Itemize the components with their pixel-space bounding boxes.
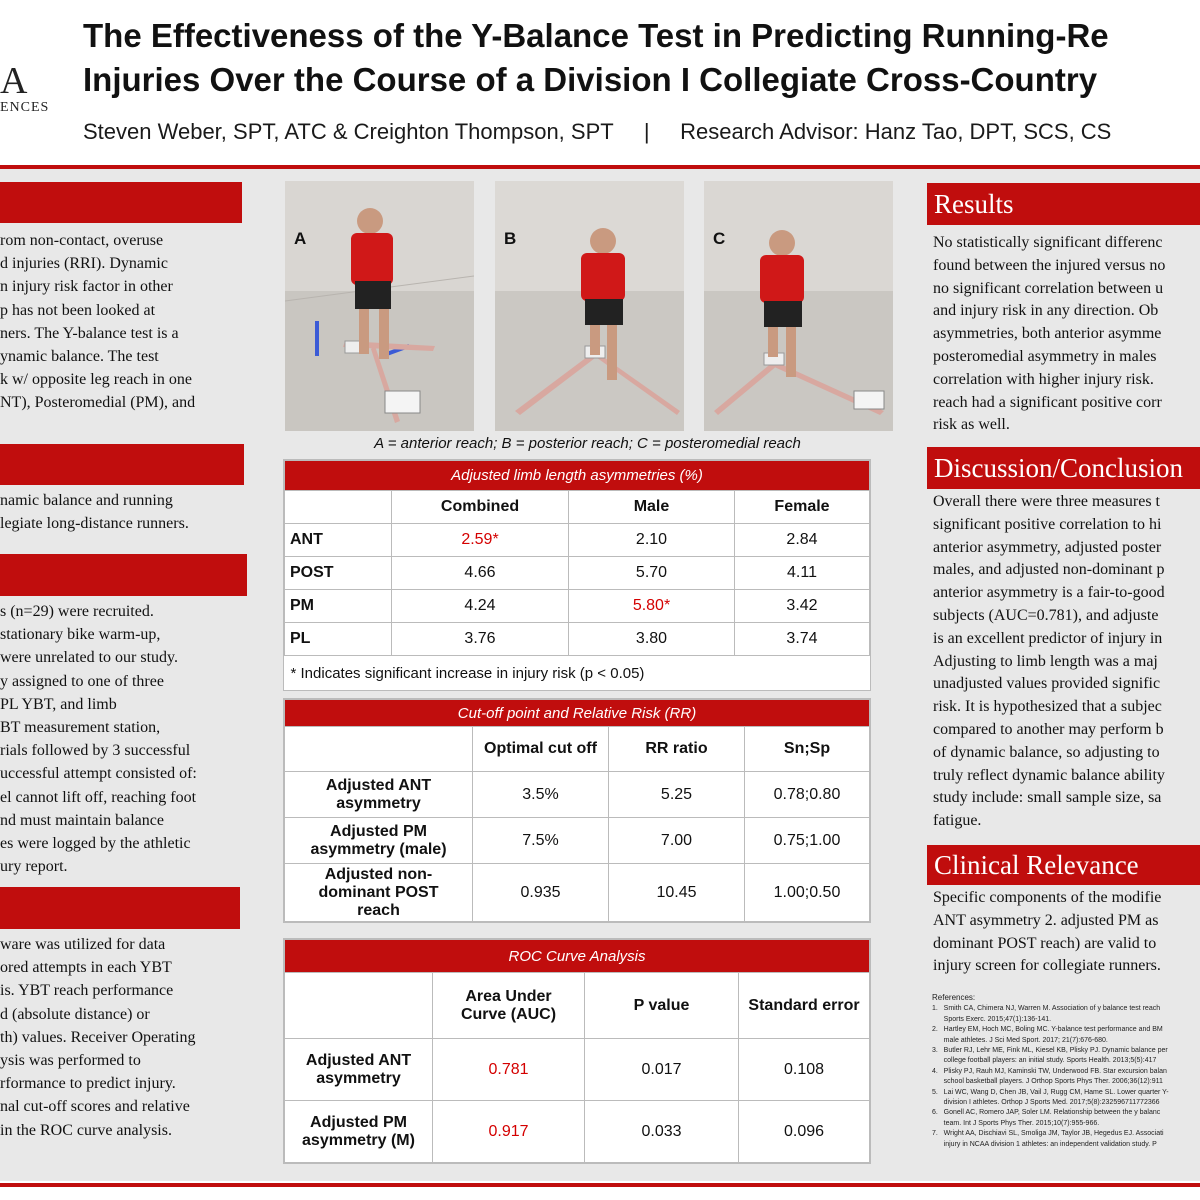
row-label: POST — [285, 557, 392, 590]
text-line: nd must maintain balance — [0, 811, 164, 829]
text-line: injury screen for collegiate runners. — [933, 957, 1161, 975]
row-label: Adjusted ANT asymmetry — [285, 772, 473, 818]
text-line: compared to another may perform b — [933, 720, 1164, 738]
text-line: team. Int J Sports Phys Ther. 2015;10(7):955-966. — [932, 1119, 1100, 1127]
table-cell: 3.80 — [569, 623, 735, 656]
cutoff-table-caption: Cut-off point and Relative Risk (RR) — [285, 700, 870, 727]
purpose-text — [0, 489, 189, 535]
table-cell: 1.00;0.50 — [745, 864, 870, 922]
text-line: asymmetries, both anterior asymme — [933, 325, 1162, 343]
table-cell: 5.25 — [609, 772, 745, 818]
text-line: el cannot lift off, reaching foot — [0, 788, 197, 806]
poster-title — [83, 14, 1109, 102]
text-line: d (absolute distance) or — [0, 1005, 150, 1023]
text-line: anterior asymmetry is a fair-to-good — [933, 584, 1165, 602]
discussion-text — [933, 491, 1165, 833]
discussion-header: Discussion/Conclusion — [927, 447, 1200, 489]
table-cell: 4.11 — [735, 557, 870, 590]
text-line: Sports Exerc. 2015;47(1):136-141. — [932, 1015, 1052, 1023]
table-cell: 7.5% — [473, 818, 609, 864]
text-line: rom non-contact, overuse — [0, 232, 164, 249]
row-label: PL — [285, 623, 392, 656]
table-row — [285, 590, 870, 623]
table-row — [285, 557, 870, 590]
text-line: es were logged by the athletic — [0, 835, 191, 853]
table-header-cell — [285, 727, 473, 772]
text-line: posteromedial asymmetry in males — [933, 347, 1157, 365]
text-line: correlation with higher injury risk. — [933, 370, 1154, 388]
methods-header — [0, 554, 247, 596]
references-list — [932, 1004, 1169, 1150]
table-cell: 4.24 — [392, 590, 569, 623]
text-line: anterior asymmetry, adjusted poster — [933, 538, 1162, 556]
row-label: PM — [285, 590, 392, 623]
text-line: s (n=29) were recruited. — [0, 603, 154, 620]
table-cell: 0.917 — [433, 1101, 585, 1163]
text-line: were unrelated to our study. — [0, 649, 179, 667]
table-cell: 2.59* — [392, 524, 569, 557]
table-cell: 0.75;1.00 — [745, 818, 870, 864]
roc-table-caption: ROC Curve Analysis — [285, 940, 870, 973]
text-line: k w/ opposite leg reach in one — [0, 371, 192, 389]
text-line: Specific components of the modifie — [933, 889, 1162, 906]
text-line: ANT asymmetry 2. adjusted PM as — [933, 911, 1159, 929]
intro-text — [0, 229, 195, 415]
title-line-2: Injuries Over the Course of a Division I Collegiate Cross-Country — [83, 61, 1098, 98]
table-header-cell: RR ratio — [609, 727, 745, 772]
text-line: 4. Plisky PJ, Rauh MJ, Kaminski TW, Underwood FB. Star excursion balan — [932, 1067, 1167, 1075]
text-line: th) values. Receiver Operating — [0, 1028, 196, 1046]
roc-table — [283, 938, 871, 1164]
table-row — [285, 524, 870, 557]
photo-label-b: B — [504, 229, 517, 248]
table-header-cell: Sn;Sp — [745, 727, 870, 772]
table-cell: 0.096 — [739, 1101, 870, 1163]
text-line: rformance to predict injury. — [0, 1075, 176, 1093]
intro-header — [0, 182, 242, 223]
bottom-accent-bar — [0, 1183, 1200, 1187]
text-line: no significant correlation between u — [933, 279, 1164, 297]
text-line: unadjusted values provided signific — [933, 675, 1161, 693]
table-cell: 7.00 — [609, 818, 745, 864]
table-cell: 3.74 — [735, 623, 870, 656]
text-line: is. YBT reach performance — [0, 982, 174, 1000]
text-line: male athletes. J Sci Med Sport. 2017; 21(7):676-680. — [932, 1036, 1108, 1044]
table-cell: 5.70 — [569, 557, 735, 590]
photo-posteromedial-reach — [704, 181, 893, 431]
table-row — [285, 818, 870, 864]
table-cell: 3.76 — [392, 623, 569, 656]
text-line: in the ROC curve analysis. — [0, 1121, 172, 1139]
table-cell: 0.781 — [433, 1039, 585, 1101]
logo-letter: A — [0, 60, 29, 102]
text-line: 5. Lai WC, Wang D, Chen JB, Vail J, Rugg CM, Hame SL. Lower quarter Y- — [932, 1088, 1169, 1096]
results-header: Results — [927, 183, 1200, 225]
clinical-relevance-header: Clinical Relevance — [927, 845, 1200, 885]
table-header-cell — [285, 491, 392, 524]
photo-posterior-reach — [495, 181, 684, 431]
row-label: Adjusted non-dominant POST reach — [285, 864, 473, 922]
text-line: of dynamic balance, so adjusting to — [933, 743, 1160, 761]
table-header-cell: Standard error — [739, 973, 870, 1039]
text-line: d injuries (RRI). Dynamic — [0, 255, 168, 273]
text-line: reach had a significant positive corr — [933, 393, 1162, 411]
text-line: ury report. — [0, 858, 68, 876]
text-line: Adjusting to limb length was a maj — [933, 652, 1158, 670]
table-row — [285, 1039, 870, 1101]
text-line: ynamic balance. The test — [0, 348, 159, 366]
text-line: ners. The Y-balance test is a — [0, 324, 179, 342]
text-line: ored attempts in each YBT — [0, 959, 172, 977]
text-line: Overall there were three measures t — [933, 493, 1160, 510]
text-line: BT measurement station, — [0, 719, 161, 737]
table-header-cell: Area Under Curve (AUC) — [433, 973, 585, 1039]
text-line: ware was utilized for data — [0, 936, 166, 953]
text-line: stationary bike warm-up, — [0, 626, 161, 644]
table-cell: 0.935 — [473, 864, 609, 922]
table-cell: 3.42 — [735, 590, 870, 623]
asymmetry-table — [283, 459, 871, 691]
text-line: males, and adjusted non-dominant p — [933, 561, 1165, 579]
text-line: PL YBT, and limb — [0, 695, 117, 713]
photo-label-c: C — [713, 229, 726, 248]
text-line: ysis was performed to — [0, 1052, 141, 1070]
table-cell: 2.84 — [735, 524, 870, 557]
table-header-cell: Optimal cut off — [473, 727, 609, 772]
poster-header — [0, 0, 1200, 163]
references — [932, 993, 1169, 1150]
table-cell: 0.78;0.80 — [745, 772, 870, 818]
table-footnote: * Indicates significant increase in injury risk (p < 0.05) — [290, 664, 645, 682]
text-line: uccessful attempt consisted of: — [0, 765, 197, 783]
row-label: Adjusted ANT asymmetry — [285, 1039, 433, 1101]
table-cell: 10.45 — [609, 864, 745, 922]
results-text — [933, 232, 1165, 437]
references-title: References: — [932, 993, 976, 1002]
photo-label-a: A — [294, 229, 307, 248]
text-line: fatigue. — [933, 812, 982, 830]
table-header-cell: Male — [569, 491, 735, 524]
text-line: truly reflect dynamic balance ability — [933, 766, 1165, 784]
text-line: school basketball players. J Orthop Sports Phys Ther. 2006;36(12):911 — [932, 1078, 1163, 1086]
text-line: y assigned to one of three — [0, 672, 164, 690]
analysis-header — [0, 887, 240, 929]
text-line: No statistically significant differenc — [933, 234, 1163, 251]
text-line: injury in NCAA division 1 athletes: an independent validation study. P — [932, 1140, 1157, 1148]
text-line: 1. Smith CA, Chimera NJ, Warren M. Association of y balance test reach — [932, 1005, 1161, 1013]
row-label: ANT — [285, 524, 392, 557]
text-line: division I athletes. Orthop J Sports Med. 2017;5(8):232596711772366 — [932, 1099, 1160, 1107]
text-line: subjects (AUC=0.781), and adjuste — [933, 606, 1159, 624]
methods-text — [0, 600, 197, 878]
text-line: 2. Hartley EM, Hoch MC, Boling MC. Y-balance test performance and BM — [932, 1026, 1163, 1034]
table-row — [285, 772, 870, 818]
text-line: is an excellent predictor of injury in — [933, 629, 1163, 647]
row-label: Adjusted PM asymmetry (male) — [285, 818, 473, 864]
table-row — [285, 623, 870, 656]
asymmetry-table-caption: Adjusted limb length asymmetries (%) — [285, 461, 870, 491]
table-header-cell — [285, 973, 433, 1039]
clinical-relevance-text — [933, 887, 1161, 978]
table-cell: 3.5% — [473, 772, 609, 818]
text-line: NT), Posteromedial (PM), and — [0, 394, 196, 412]
row-label: Adjusted PM asymmetry (M) — [285, 1101, 433, 1163]
text-line: significant positive correlation to hi — [933, 515, 1162, 533]
analysis-text — [0, 933, 195, 1142]
text-line: dominant POST reach) are valid to — [933, 934, 1157, 952]
text-line: college football players: an initial study. Sports Health. 2013;5(5):417 — [932, 1057, 1157, 1065]
text-line: legiate long-distance runners. — [0, 515, 189, 533]
logo-text: ENCES — [0, 100, 50, 115]
text-line: and injury risk in any direction. Ob — [933, 302, 1159, 320]
table-cell: 5.80* — [569, 590, 735, 623]
text-line: risk as well. — [933, 416, 1010, 434]
purpose-header — [0, 444, 244, 485]
table-cell: 0.108 — [739, 1039, 870, 1101]
table-header-cell: Combined — [392, 491, 569, 524]
text-line: rials followed by 3 successful — [0, 742, 191, 760]
table-header-cell: P value — [585, 973, 739, 1039]
text-line: nal cut-off scores and relative — [0, 1098, 190, 1116]
text-line: found between the injured versus no — [933, 256, 1166, 274]
text-line: n injury risk factor in other — [0, 278, 173, 296]
table-cell: 0.017 — [585, 1039, 739, 1101]
cutoff-table — [283, 698, 871, 923]
table-row — [285, 1101, 870, 1163]
text-line: p has not been looked at — [0, 301, 156, 319]
text-line: risk. It is hypothesized that a subjec — [933, 698, 1162, 716]
photo-caption: A = anterior reach; B = posterior reach; C = posteromedial reach — [374, 435, 801, 452]
text-line: 3. Butler RJ, Lehr ME, Fink ML, Kiesel KB, Plisky PJ. Dynamic balance per — [932, 1047, 1168, 1055]
text-line: namic balance and running — [0, 492, 173, 509]
table-cell: 4.66 — [392, 557, 569, 590]
table-cell: 2.10 — [569, 524, 735, 557]
table-header-cell: Female — [735, 491, 870, 524]
text-line: 7. Wright AA, Dischiavi SL, Smoliga JM, Taylor JB, Hegedus EJ. Associati — [932, 1130, 1164, 1138]
title-line-1: The Effectiveness of the Y-Balance Test in Predicting Running-Re — [83, 17, 1109, 54]
table-row — [285, 864, 870, 922]
authors-line: Steven Weber, SPT, ATC & Creighton Thompson, SPT | Research Advisor: Hanz Tao, DPT, SCS, CS — [83, 119, 1112, 144]
table-cell: 0.033 — [585, 1101, 739, 1163]
photo-anterior-reach — [285, 181, 474, 431]
text-line: study include: small sample size, sa — [933, 789, 1162, 807]
text-line: 6. Gonell AC, Romero JAP, Soler LM. Relationship between the y balanc — [932, 1109, 1161, 1117]
